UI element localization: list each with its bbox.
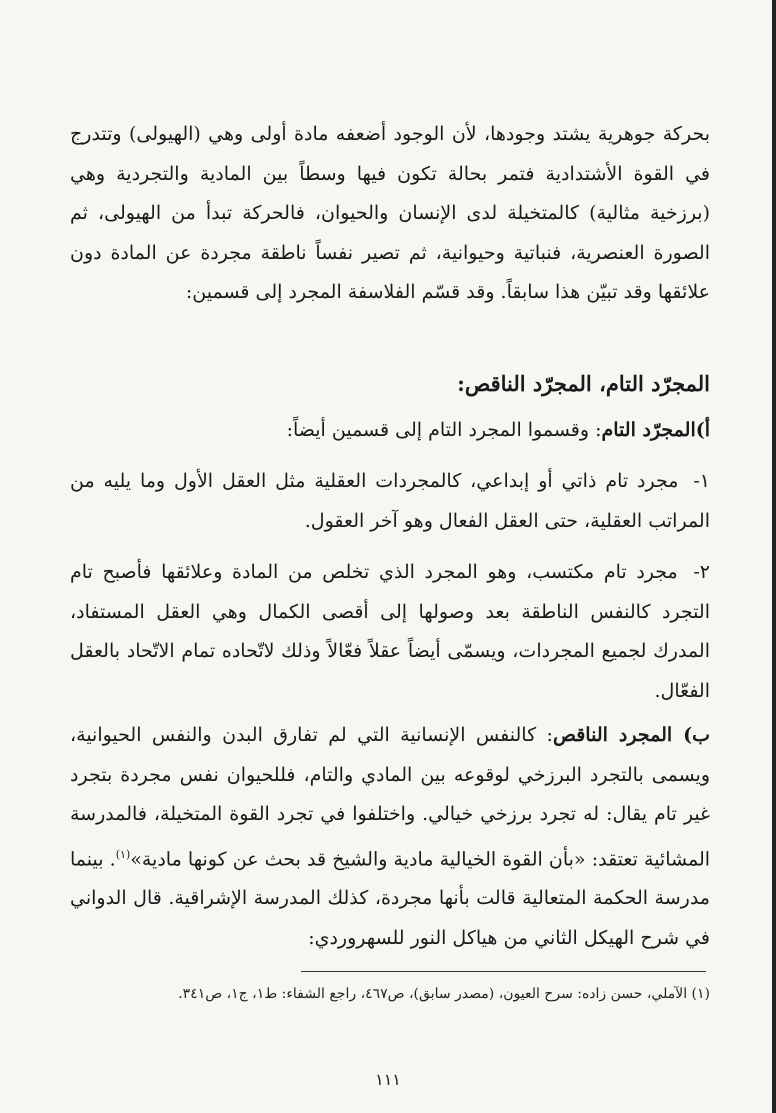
paragraph-incomplete-text <box>70 716 710 958</box>
paragraph-intro <box>70 115 710 313</box>
footnote-divider <box>301 971 706 972</box>
subheading-text: : وقسموا المجرد التام إلى قسمين أيضاً: <box>286 419 602 441</box>
list-item-text: مجرد تام ذاتي أو إبداعي، كالمجردات العقلية مثل العقل الأول وما يليه من المراتب العقلية، حتى العقل الفعال وهو آخر العقول. <box>70 470 710 532</box>
subheading-complete-abstract <box>70 410 710 450</box>
list-item <box>70 462 710 541</box>
paragraph-body-2: . بينما مدرسة الحكمة المتعالية قالت بأنها مجردة، كذلك المدرسة الإشراقية. قال الدواني في شرح الهيكل الثاني من هياكل النور للسهروردي: <box>70 847 710 949</box>
paragraph-intro-text: بحركة جوهرية يشتد وجودها، لأن الوجود أضعفه مادة أولى وهي (الهيولى) وتتدرج في القوة الأشتدادية فتمر بحالة تكون فيها وسطاً بين المادية والتجردية وهي (برزخية مثالية) كالمتخيلة لدى الإنسان والحيوان، فالحركة تبدأ من الهيولى، ثم الصورة العنصرية، فنباتية وحيوانية، ثم تصير نفساً ناطقة مجردة عن المادة دون علائقها وقد تبيّن هذا سابقاً. وقد قسّم الفلاسفة المجرد إلى قسمين: <box>70 123 710 303</box>
footnote-reference: (١) <box>115 847 131 861</box>
section-heading: المجرّد التام، المجرّد الناقص: <box>457 371 710 396</box>
list-item-number: ٢- <box>693 561 710 583</box>
list-item <box>70 553 710 711</box>
paragraph-label: ب) المجرد الناقص <box>552 724 710 746</box>
list-item-text: مجرد تام مكتسب، وهو المجرد الذي تخلص من المادة وعلائقها فأصبح تام التجرد كالنفس الناطقة بعد وصولها إلى أقصى الكمال وهي العقل المستفاد، المدرك لجميع المجردات، ويسمّى أيضاً عقلاً فعّالاً وذلك لاتّحاده تمام الاتّحاد بالعقل الفعّال. <box>70 561 710 702</box>
page-number: ١١١ <box>375 1070 401 1089</box>
list-item-number: ١- <box>693 470 710 492</box>
footnote: (١) الآملي، حسن زاده: سرح العيون، (مصدر سابق)، ص٤٦٧، راجع الشفاء: ط١، ج١، ص٣٤١. <box>178 986 710 1002</box>
page-edge <box>772 0 776 1113</box>
paragraph-incomplete-abstract <box>70 716 710 958</box>
paragraph-body-1: : كالنفس الإنسانية التي لم تفارق البدن والنفس الحيوانية، ويسمى بالتجرد البرزخي لوقوعه بين المادي والتام، فللحيوان نفس مجردة بتجرد غير تام يقال: له تجرد برزخي خيالي. واختلفوا في تجرد القوة المتخيلة، فالمدرسة المشائية تعتقد: «بأن القوة الخيالية مادية والشيخ قد بحث عن كونها مادية» <box>70 724 711 870</box>
subheading-label: أ)المجرّد التام <box>601 419 710 441</box>
